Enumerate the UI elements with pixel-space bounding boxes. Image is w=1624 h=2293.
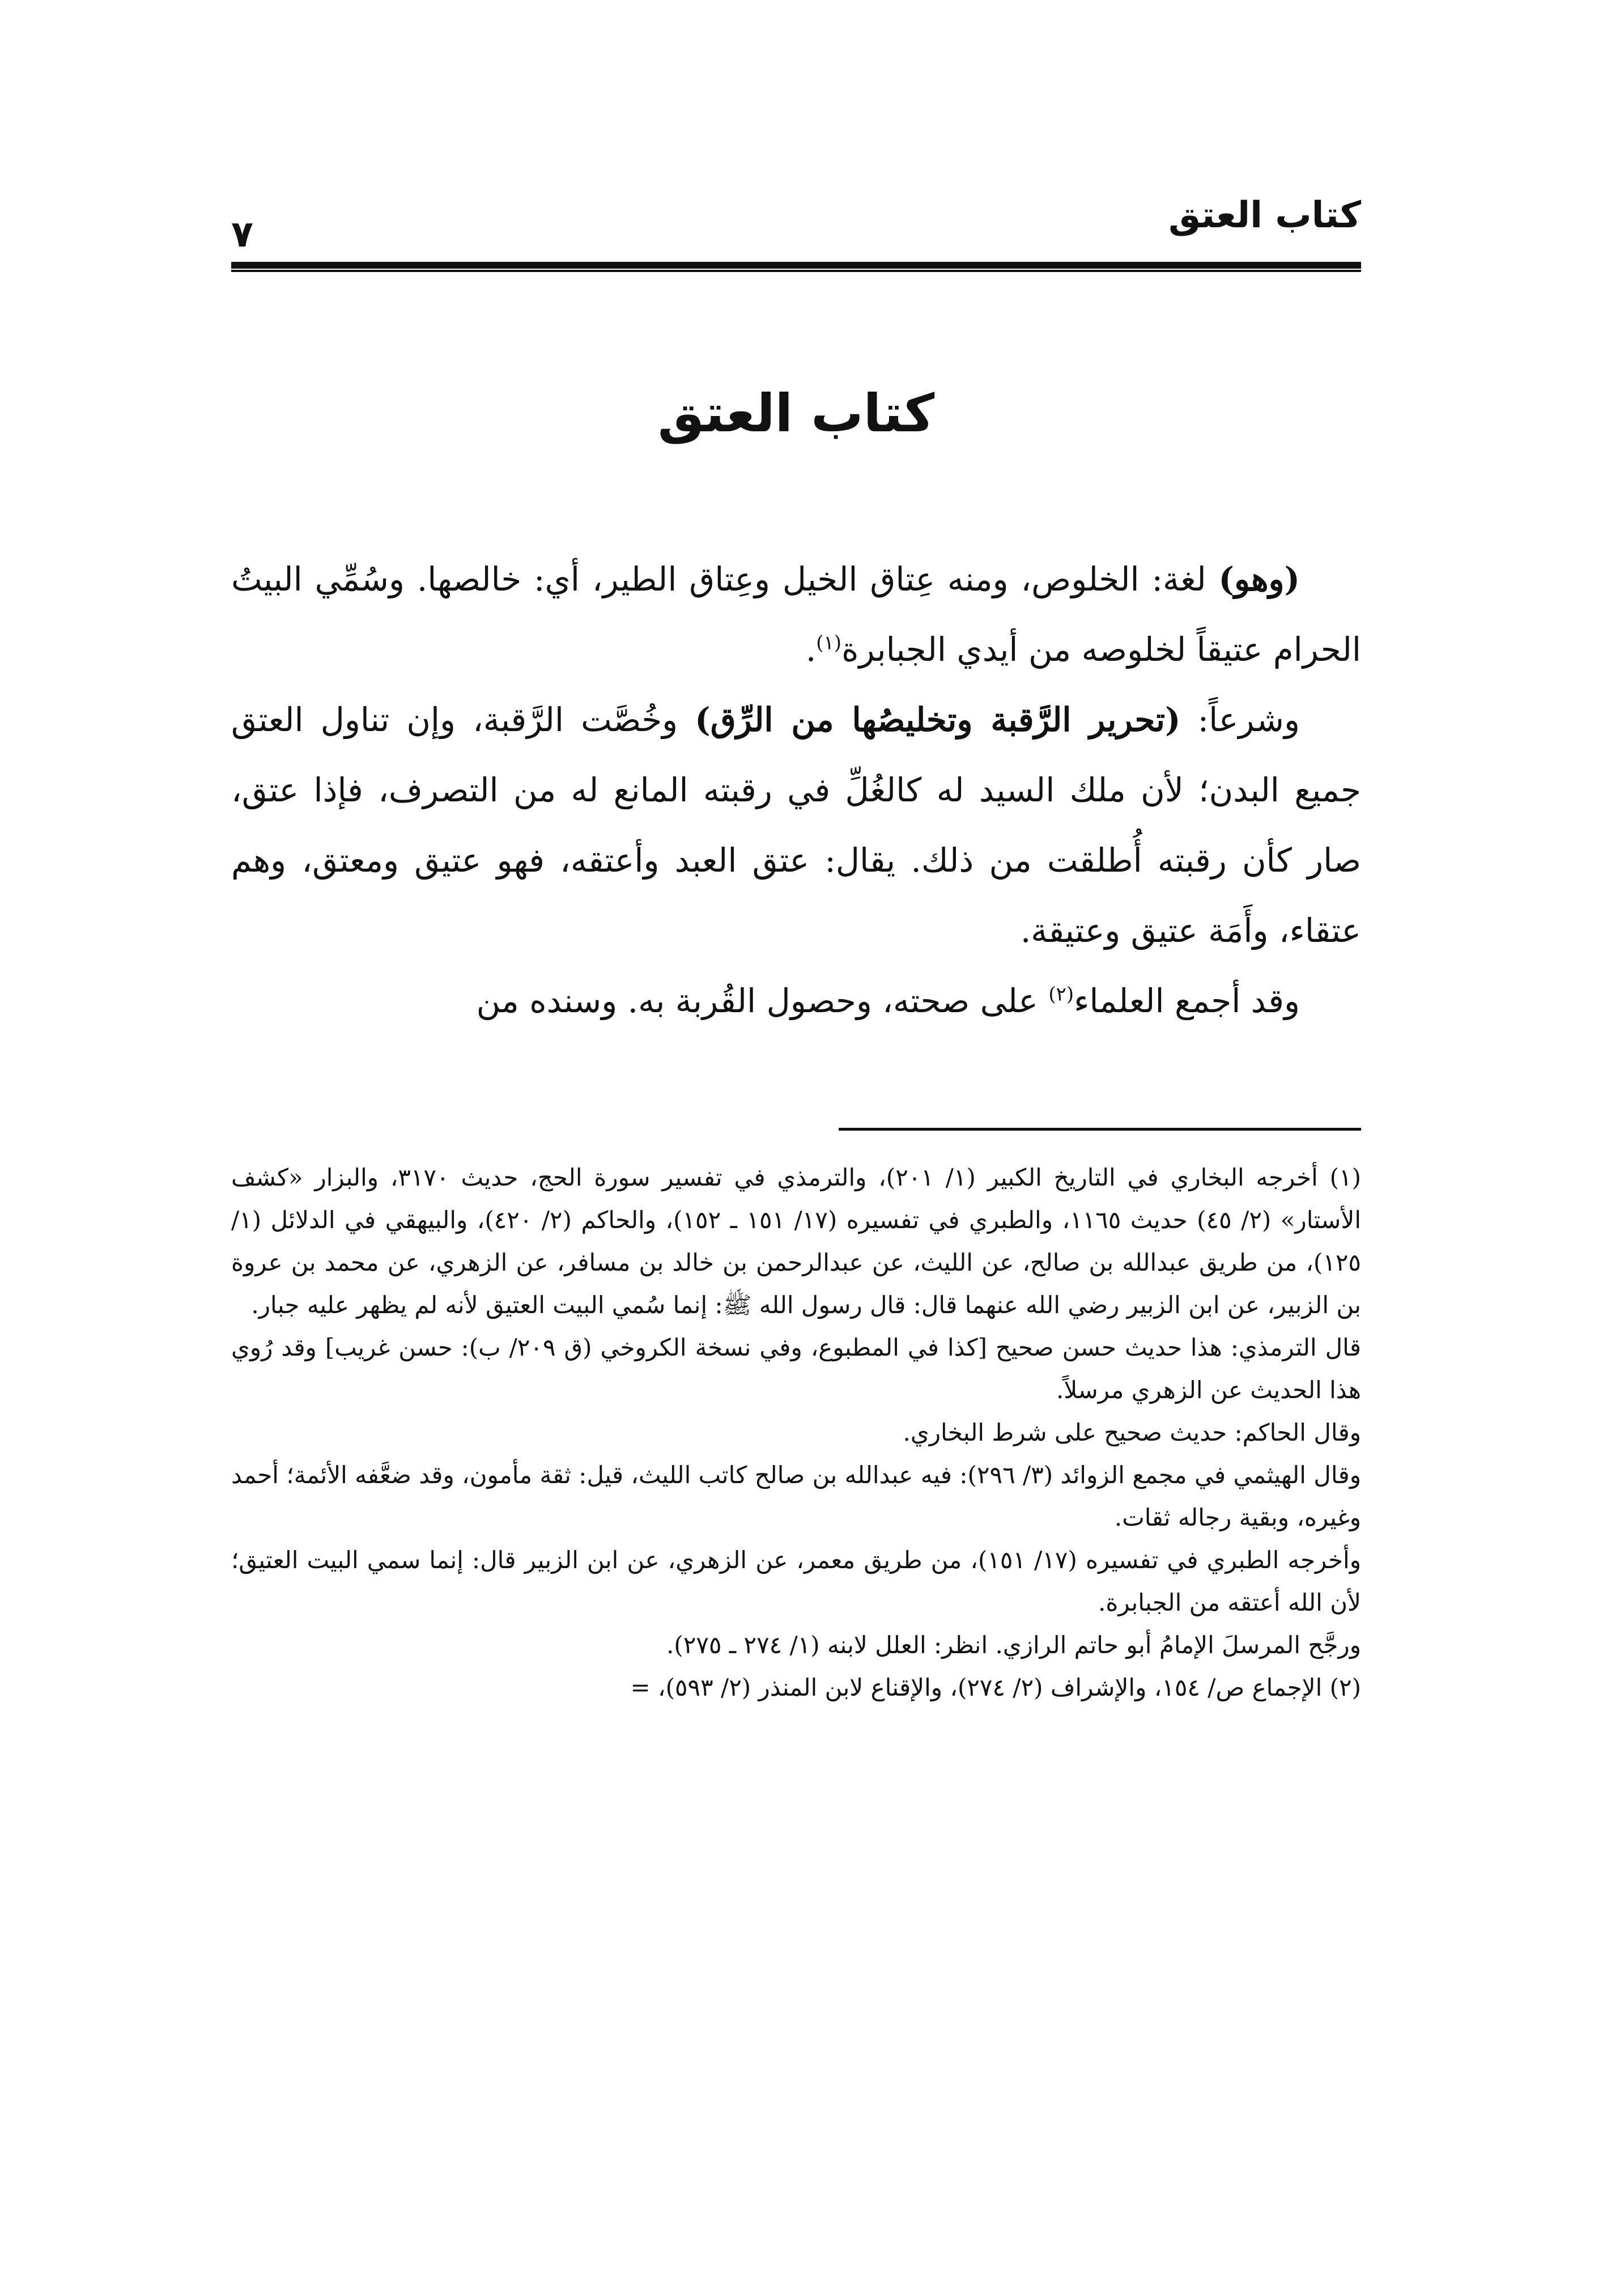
paragraph-consensus: [231, 966, 1361, 1036]
footnote-separator: [839, 1128, 1361, 1131]
running-title: كتاب العتق: [1168, 194, 1361, 236]
paragraph-lead: (وهو): [1218, 560, 1300, 598]
footnote-1-tirmidhi: قال الترمذي: هذا حديث حسن صحيح [كذا في المطبوع، وفي نسخة الكروخي (ق ٢٠٩/ ب): حسن غريب] وقد رُوي هذا الحديث عن الزهري مرسلاً.: [231, 1334, 1362, 1404]
paragraph-text: لغة: الخلوص، ومنه عِتاق الخيل وعِتاق الطير، أي: خالصها. وسُمِّي البيتُ الحرام عتيقاً لخلوصه من أيدي الجبابرة: [231, 560, 1361, 669]
footnote-1-tabari: وأخرجه الطبري في تفسيره (١٧/ ١٥١)، من طريق معمر، عن الزهري، عن ابن الزبير قال: إنما سمي البيت العتيق؛ لأن الله أعتقه من الجبابرة.: [231, 1546, 1361, 1616]
matn-quote: (تحرير الرَّقبة وتخليصُها من الرِّق): [695, 700, 1181, 739]
paragraph-end: على صحته، وحصول القُربة به. وسنده من: [476, 982, 1049, 1020]
running-header: [231, 187, 1361, 261]
footnote-1: [231, 1156, 1361, 1326]
footnote-number: (٢): [1329, 1674, 1361, 1701]
footnote-text: أخرجه البخاري في التاريخ الكبير (١/ ٢٠١)، والترمذي في تفسير سورة الحج، حديث ٣١٧٠، والبزار «كشف الأستار» (٢/ ٤٥) حديث ١١٦٥، والطبري في تفسيره (١٧/ ١٥١ ـ ١٥٢)، والحاكم (٢/ ٤٢٠)، والبيهقي في الدلائل (١/ ١٢٥)، من طريق عبدالله بن صالح، عن الليث، عن عبدالرحمن بن خالد بن مسافر، عن الزهري، عن محمد بن عروة بن الزبير، عن ابن الزبير رضي الله عنهما قال: قال رسول الله ﷺ: إنما سُمي البيت العتيق لأنه لم يظهر عليه جبار.: [231, 1164, 1362, 1319]
footnote-2: [231, 1666, 1361, 1709]
main-text: [231, 544, 1361, 1036]
footnote-number: (١): [1329, 1164, 1361, 1191]
footnote-ref[interactable]: (٢): [1048, 983, 1074, 1006]
footnote-text: الإجماع ص/ ١٥٤، والإشراف (٢/ ٢٧٤)، والإقناع لابن المنذر (٢/ ٥٩٣)، =: [630, 1674, 1330, 1701]
chapter-title: كتاب العتق: [657, 383, 935, 444]
footnote-1-haythami: وقال الهيثمي في مجمع الزوائد (٣/ ٢٩٦): فيه عبدالله بن صالح كاتب الليث، قيل: ثقة مأمون، وقد ضعَّفه الأئمة؛ أحمد وغيره، وبقية رجاله ثقات.: [231, 1461, 1361, 1531]
footnote-ref[interactable]: (١): [816, 631, 842, 655]
paragraph-definition-language: [231, 544, 1361, 685]
paragraph-text: وقد أجمع العلماء: [1074, 982, 1300, 1020]
paragraph-definition-sharia: [231, 685, 1361, 966]
footnote-1-hakim: وقال الحاكم: حديث صحيح على شرط البخاري.: [903, 1419, 1361, 1446]
footnote-1-abu-hatim: ورجَّح المرسلَ الإمامُ أبو حاتم الرازي. انظر: العلل لابنه (١/ ٢٧٤ ـ ٢٧٥).: [666, 1631, 1361, 1659]
paragraph-start: وشرعاً:: [1180, 700, 1300, 739]
paragraph-end: .: [805, 630, 817, 669]
page-number: ٧: [231, 214, 254, 256]
header-rule: [231, 262, 1361, 272]
paragraph-text: وخُصَّت الرَّقبة، وإن تناول العتق جميع البدن؛ لأن ملك السيد له كالغُلِّ في رقبته المانع له من التصرف، فإذا عتق، صار كأن رقبته أُطلقت من ذلك. يقال: عتق العبد وأعتقه، فهو عتيق ومعتق، وهم عتقاء، وأَمَة عتيق وعتيقة.: [231, 700, 1361, 950]
footnotes: [231, 1156, 1361, 1709]
